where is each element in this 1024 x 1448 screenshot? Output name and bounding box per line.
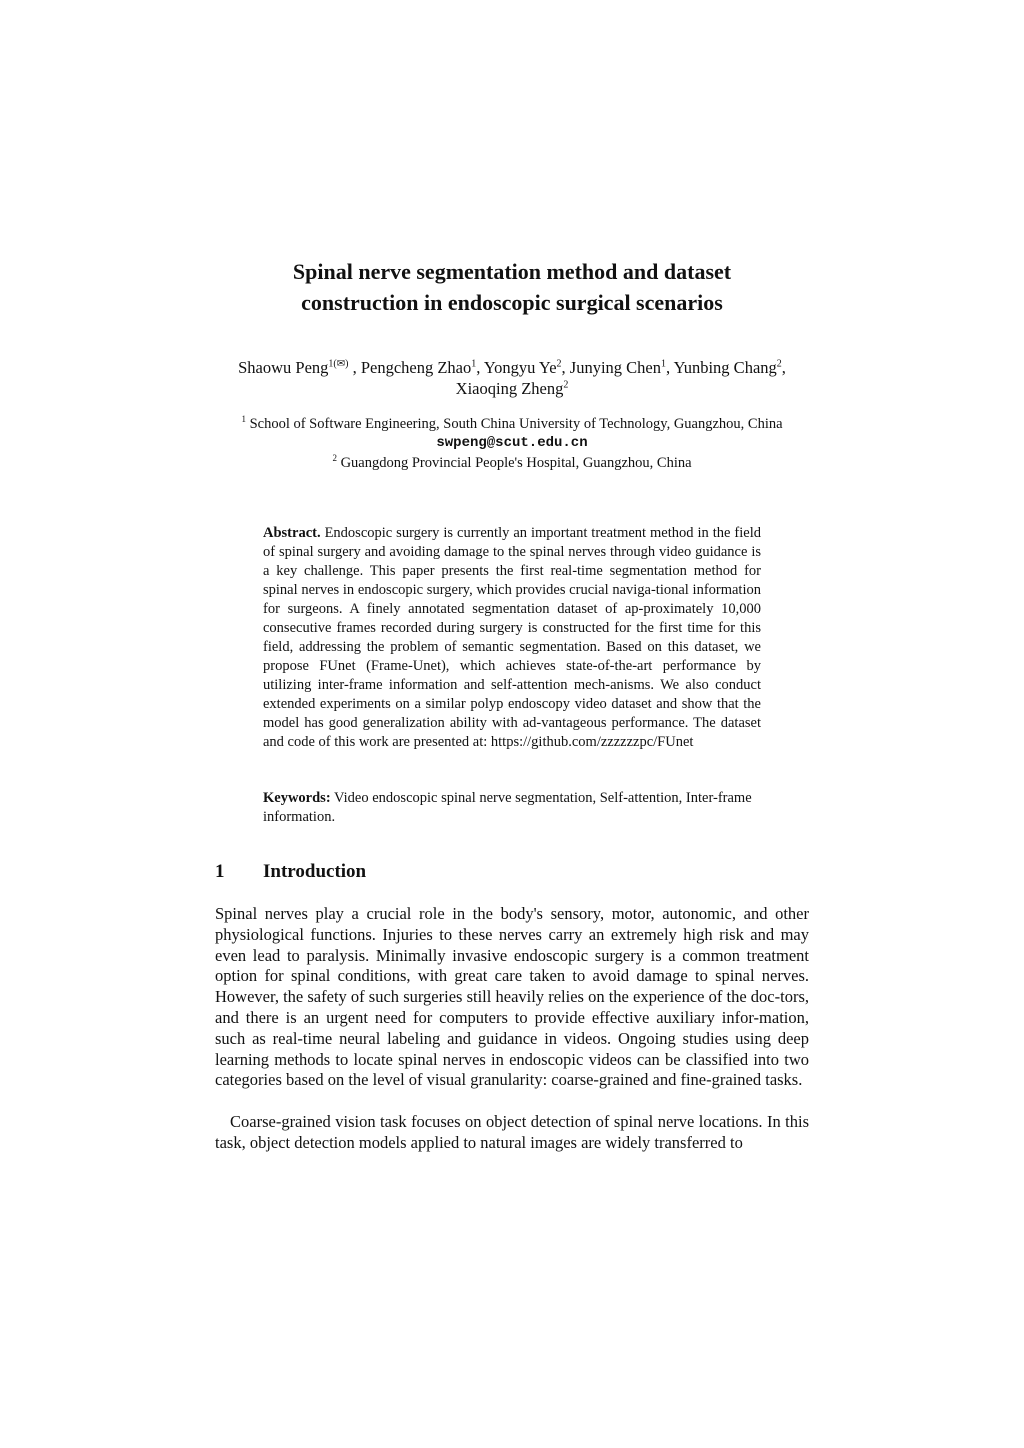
keywords-text: Video endoscopic spinal nerve segmentation, Self-attention, Inter-frame information. [263, 790, 752, 825]
title-line-2: construction in endoscopic surgical scenarios [301, 290, 723, 315]
abstract-text: Endoscopic surgery is currently an important treatment method in the field of spinal surgery and avoiding damage to the spinal nerves through video guidance is a key challenge. This paper presents the first real-time segmentation method for spinal nerves in endoscopic surgery, which provides crucial naviga-tional information for surgeons. A finely annotated segmentation dataset of ap-proximately 10,000 consecutive frames recorded during surgery is constructed for the first time for this field, addressing the problem of semantic segmentation. Based on this dataset, we propose FUnet (Frame-Unet), which achieves state-of-the-art performance by utilizing inter-frame information and self-attention mech-anisms. We also conduct extended experiments on a similar polyp endoscopy video dataset and show that the model has good generalization ability with ad-vantageous performance. The dataset and code of this work are presented at: https://github.com/zzzzzzpc/FUnet [263, 525, 761, 750]
section-number: 1 [215, 861, 225, 882]
section-title: Introduction [263, 861, 367, 882]
abstract-label: Abstract. [263, 525, 321, 541]
author-3: Yongyu Ye$^2$, [483, 358, 570, 377]
abstract [263, 524, 761, 752]
author-list [200, 357, 824, 399]
title-line-1: Spinal nerve segmentation method and dataset [292, 259, 732, 284]
author-2: Pengcheng Zhao$^1$, [360, 358, 484, 377]
corresponding-email[interactable]: swpeng@scut.edu.cn [436, 435, 588, 451]
author-1: Shaowu Peng$^{1(✉)}$ , [238, 358, 361, 377]
keywords-label: Keywords: [263, 790, 331, 806]
author-5: Yunbing Chang$^2$, [673, 358, 786, 377]
author-4: Junying Chen$^1$, [569, 358, 674, 377]
section-heading [215, 860, 366, 884]
intro-paragraph-1: Spinal nerves play a crucial role in the body's sensory, motor, autonomic, and other physiological functions. Injuries to these nerves carry an extremely high risk and may even lead to paralysis. Minimally invasive endoscopic surgery is a common treatment option for spinal conditions, with great care taken to avoid damage to spinal nerves. However, the safety of such surgeries still heavily relies on the experience of the doc-tors, and there is an urgent need for computers to provide effective auxiliary infor-mation, such as real-time neural labeling and guidance in videos. Ongoing studies using deep learning methods to locate spinal nerves in endoscopic videos can be classified into two categories based on the level of visual granularity: coarse-grained and fine-grained tasks. [215, 904, 809, 1090]
intro-paragraph-2: Coarse-grained vision task focuses on object detection of spinal nerve locations. In this task, object detection models applied to natural images are widely transferred to [215, 1112, 809, 1152]
author-6: Xiaoqing Zheng$^2$ [455, 379, 569, 398]
keywords [263, 789, 761, 827]
paper-title [180, 256, 844, 318]
affiliation-2: $^2$ Guangdong Provincial People's Hospital, Guangzhou, China [332, 453, 692, 471]
affiliation-1: $^1$ School of Software Engineering, South China University of Technology, Guangzhou, China [241, 414, 783, 432]
